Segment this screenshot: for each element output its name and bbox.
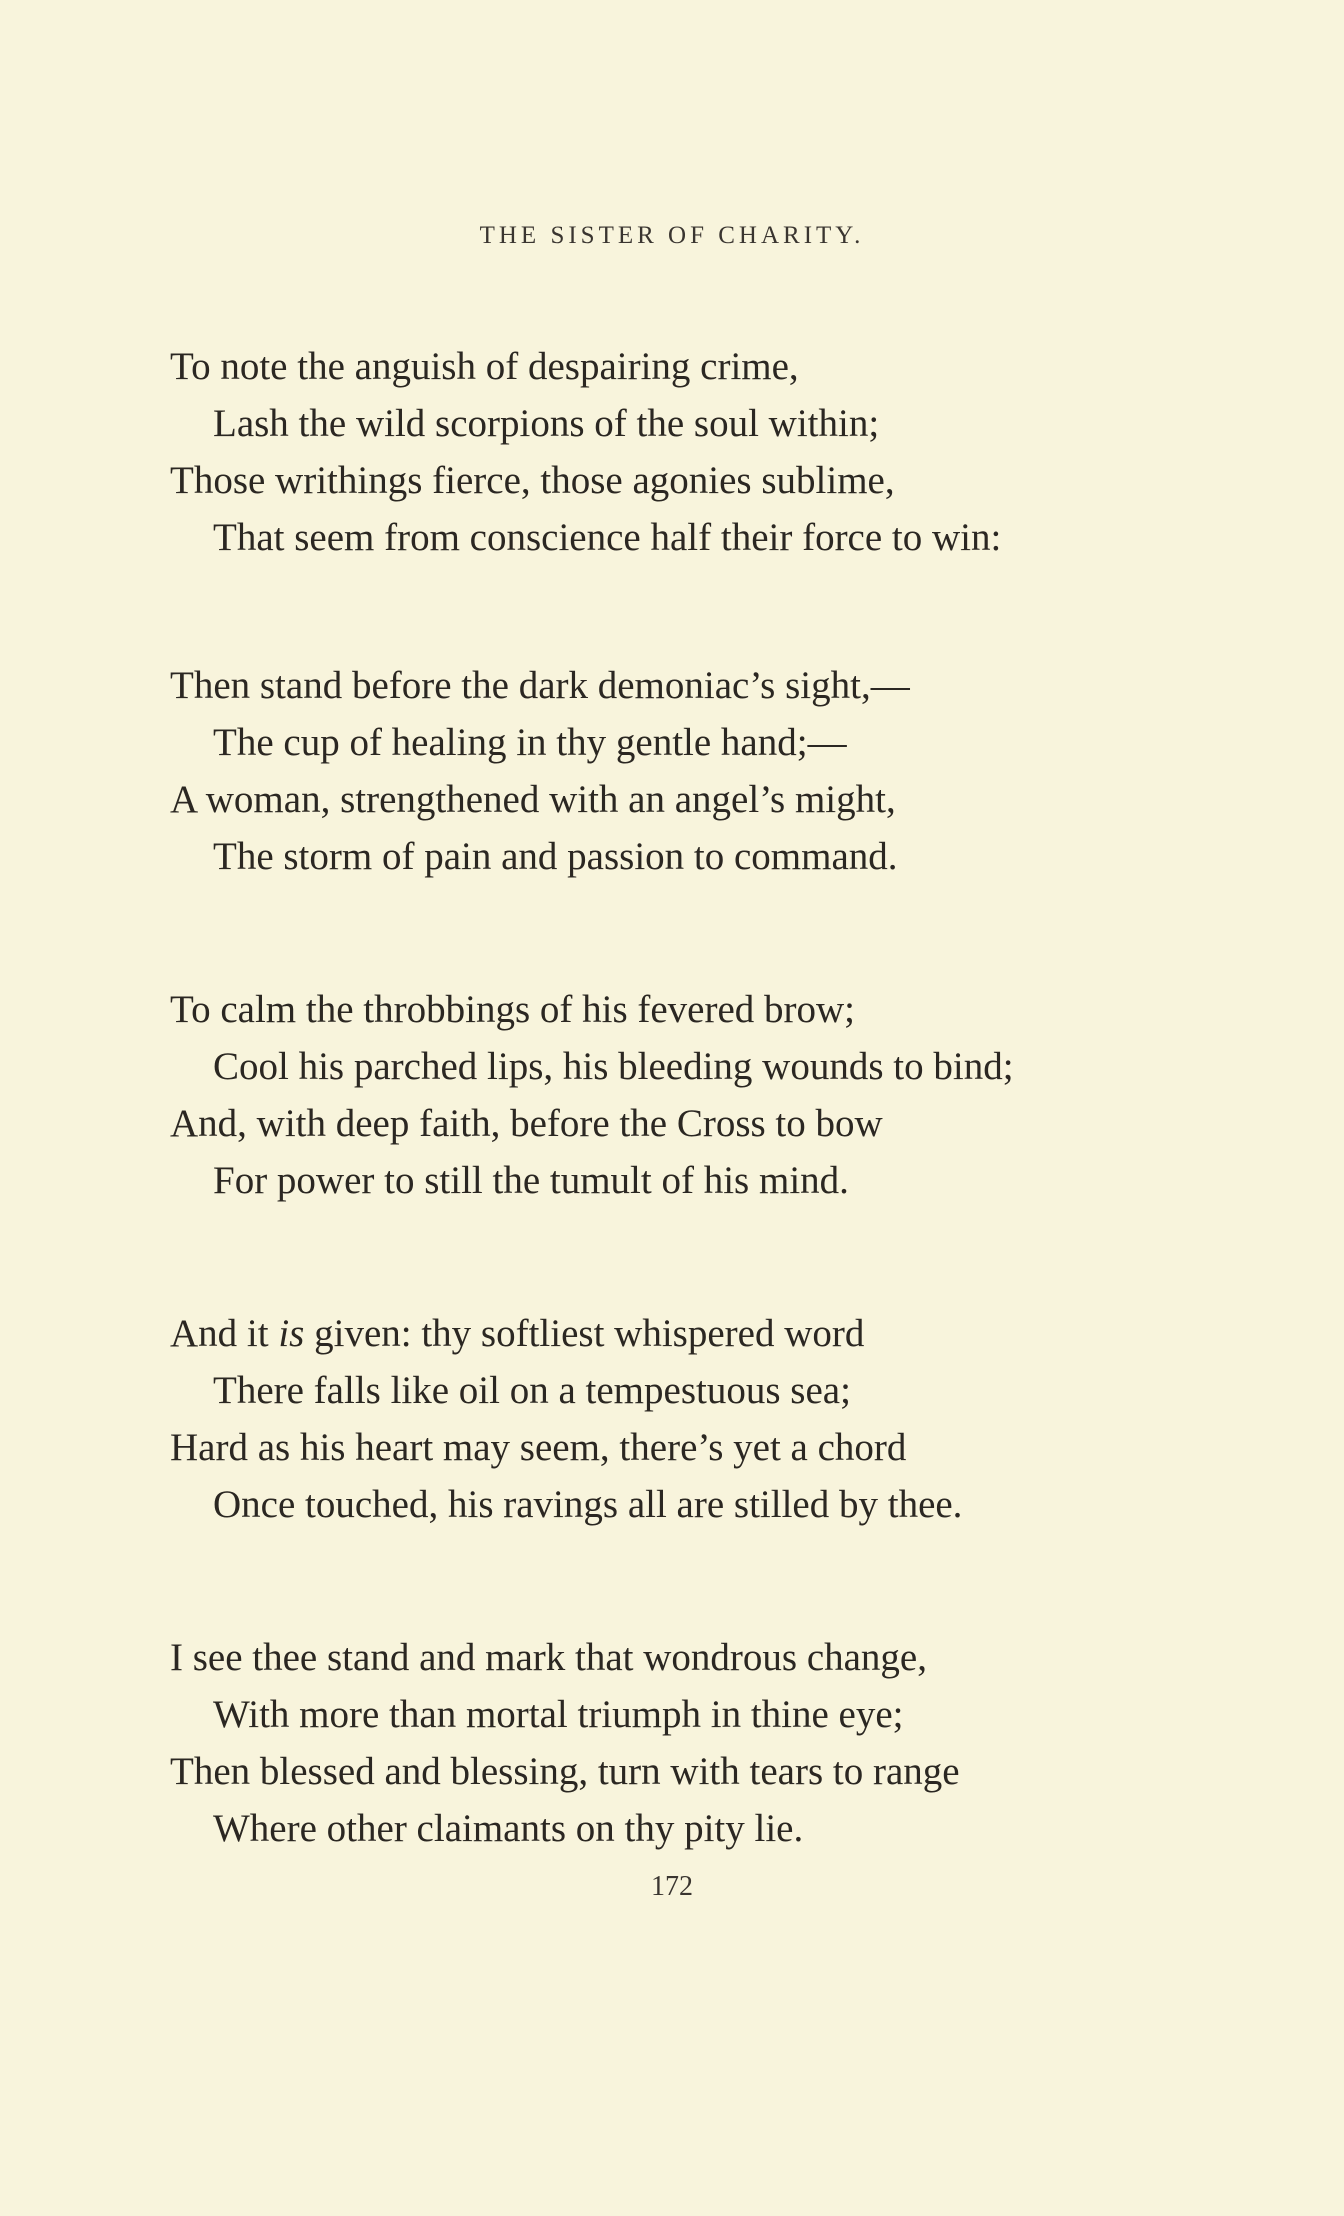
verse-line: Lash the wild scorpions of the soul within; bbox=[213, 402, 880, 445]
verse-line: For power to still the tumult of his mind. bbox=[213, 1159, 849, 1202]
verse-line: I see thee stand and mark that wondrous change, bbox=[170, 1636, 927, 1679]
page-number: 172 bbox=[651, 1871, 693, 1902]
verse-line: Then blessed and blessing, turn with tears to range bbox=[170, 1750, 960, 1793]
verse-line: To note the anguish of despairing crime, bbox=[170, 345, 799, 388]
verse-line: There falls like oil on a tempestuous sea; bbox=[213, 1369, 851, 1412]
verse-line: Once touched, his ravings all are stilled by thee. bbox=[213, 1483, 963, 1526]
verse-line: That seem from conscience half their force to win: bbox=[213, 516, 1002, 559]
verse-line: Then stand before the dark demoniac’s sight,— bbox=[170, 664, 910, 707]
verse-line: Hard as his heart may seem, there’s yet a chord bbox=[170, 1426, 907, 1469]
verse-line: With more than mortal triumph in thine eye; bbox=[213, 1693, 904, 1736]
verse-line: A woman, strengthened with an angel’s might, bbox=[170, 778, 896, 821]
verse-line: The cup of healing in thy gentle hand;— bbox=[213, 721, 847, 764]
verse-line: Those writhings fierce, those agonies sublime, bbox=[170, 459, 895, 502]
emphasis-word: is bbox=[278, 1312, 305, 1355]
verse-line: The storm of pain and passion to command. bbox=[213, 835, 898, 878]
verse-line: Cool his parched lips, his bleeding wounds to bind; bbox=[213, 1045, 1014, 1088]
verse-line: Where other claimants on thy pity lie. bbox=[213, 1807, 804, 1850]
verse-line: And it is given: thy softliest whispered word bbox=[170, 1312, 865, 1355]
verse-line: And, with deep faith, before the Cross to bow bbox=[170, 1102, 883, 1145]
running-head: THE SISTER OF CHARITY. bbox=[479, 222, 865, 249]
verse-line: To calm the throbbings of his fevered brow; bbox=[170, 988, 856, 1031]
